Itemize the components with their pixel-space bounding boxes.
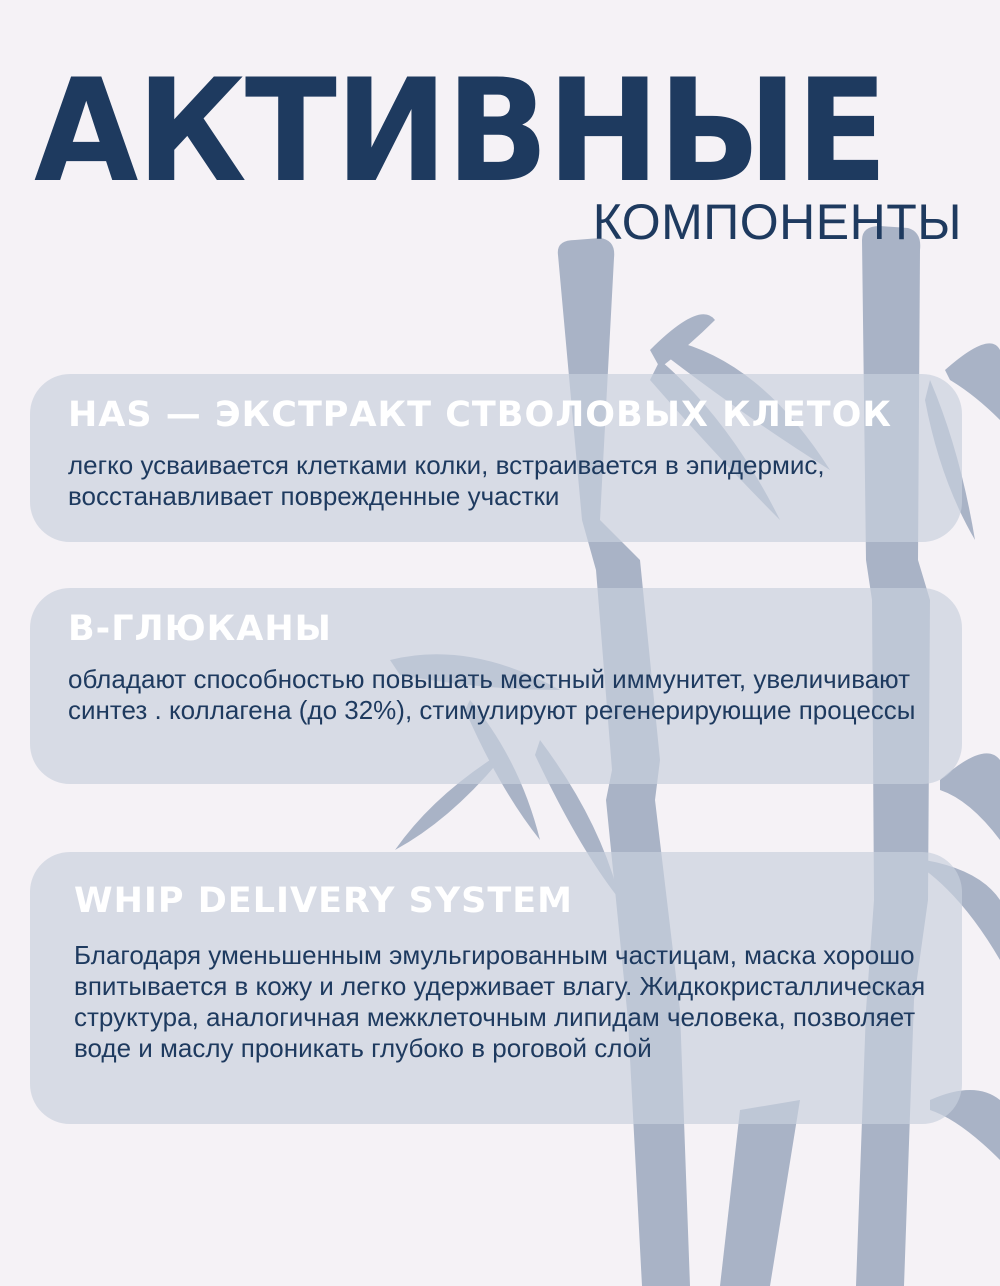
page-title: АКТИВНЫЕ: [34, 49, 887, 214]
bamboo-stalk-stub: [720, 1100, 800, 1286]
card-title: WHIP DELIVERY SYSTEM: [74, 881, 573, 921]
card-title: В-ГЛЮКАНЫ: [68, 609, 332, 649]
component-card-beta-glucans: [30, 588, 962, 784]
page-subtitle: КОМПОНЕНТЫ: [592, 194, 962, 250]
card-description: легко усваивается клетками колки, встраивается в эпидермис, восстанавливает поврежденные участки: [68, 450, 825, 511]
card-title: HAS — ЭКСТРАКТ СТВОЛОВЫХ КЛЕТОК: [68, 395, 892, 435]
component-card-whip-delivery: [30, 852, 962, 1124]
component-card-has: [30, 374, 962, 542]
card-description: обладают способностью повышать местный иммунитет, увеличивают синтез . коллагена (до 32%), стимулируют регенерирующие процессы: [68, 664, 916, 725]
card-description: Благодаря уменьшенным эмульгированным частицам, маска хорошо впитывается в кожу и легко удерживает влагу. Жидкокристаллическая структура, аналогичная межклеточным липидам человека, позволяет воде и маслу проникать глубоко в роговой слой: [74, 940, 926, 1063]
